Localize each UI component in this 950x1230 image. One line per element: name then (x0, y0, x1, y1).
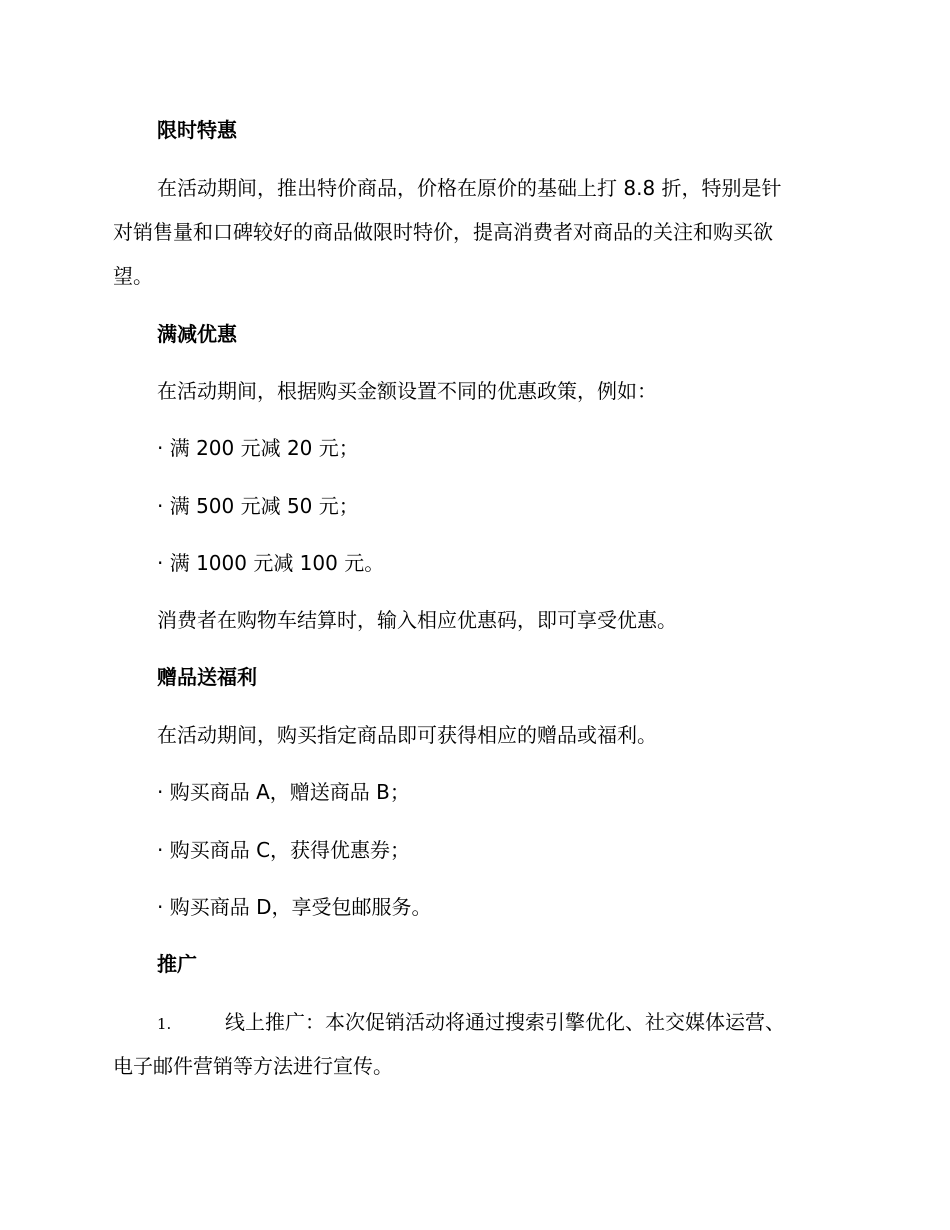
paragraph-line: 在活动期间，根据购买金额设置不同的优惠政策，例如： (157, 379, 657, 403)
list-item: · 购买商品 A，赠送商品 B； (157, 780, 410, 804)
section-heading-discount: 满减优惠 (157, 322, 237, 346)
numbered-item (157, 1009, 785, 1035)
numbered-item-text: 线上推广：本次促销活动将通过搜索引擎优化、社交媒体运营、 (225, 1010, 785, 1034)
section-heading-limited-time: 限时特惠 (157, 118, 237, 142)
list-item: · 满 1000 元减 100 元。 (157, 551, 385, 575)
paragraph-line: 对销售量和口碑较好的商品做限时特价，提高消费者对商品的关注和购买欲 (113, 220, 773, 244)
paragraph-line: 在活动期间，购买指定商品即可获得相应的赠品或福利。 (157, 723, 657, 747)
list-item: · 购买商品 C，获得优惠券； (157, 838, 411, 862)
section-heading-promotion: 推广 (157, 952, 197, 976)
list-item: · 购买商品 D，享受包邮服务。 (157, 895, 432, 919)
list-item: · 满 500 元减 50 元； (157, 494, 359, 518)
paragraph-line: 电子邮件营销等方法进行宣传。 (113, 1054, 393, 1078)
item-number: 1. (157, 1015, 172, 1033)
paragraph-line: 消费者在购物车结算时，输入相应优惠码，即可享受优惠。 (157, 608, 677, 632)
paragraph-line: 望。 (113, 264, 153, 288)
section-heading-gifts: 赠品送福利 (157, 665, 257, 689)
paragraph-line: 在活动期间，推出特价商品，价格在原价的基础上打 8.8 折，特别是针 (157, 176, 782, 200)
list-item: · 满 200 元减 20 元； (157, 436, 359, 460)
